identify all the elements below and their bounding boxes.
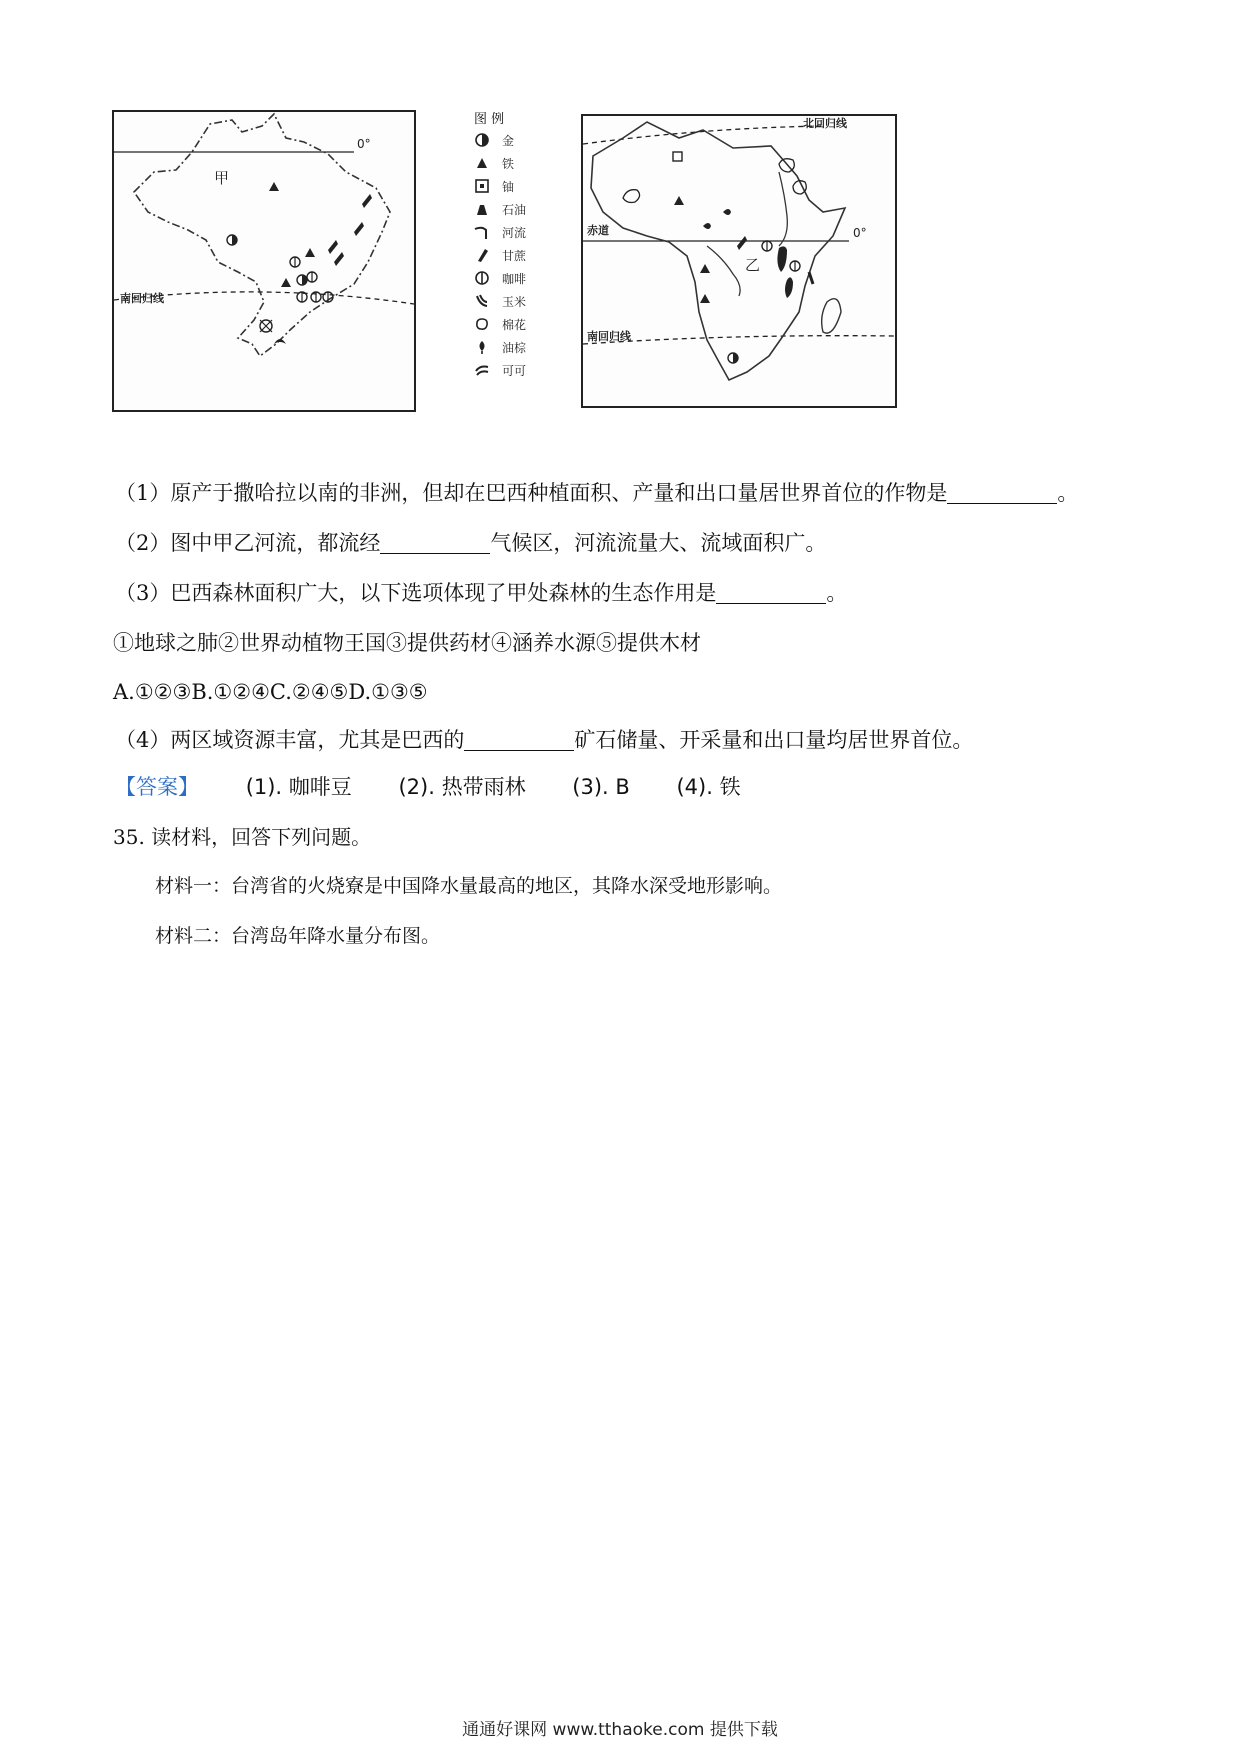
question-1-end: 。	[1057, 481, 1079, 505]
legend-title: 图 例	[474, 112, 505, 127]
question-2-text: （2）图中甲乙河流，都流经	[115, 531, 381, 555]
legend-label-oil-palm: 油棕	[502, 340, 527, 355]
question-1-text: （1）原产于撒哈拉以南的非洲，但却在巴西种植面积、产量和出口量居世界首位的作物是	[115, 481, 948, 505]
answer-row	[115, 772, 741, 802]
question-3-blank	[716, 581, 826, 604]
question-1	[115, 478, 1078, 508]
answer-item-1: (1). 咖啡豆	[245, 775, 352, 799]
cocoa-icon	[474, 362, 490, 378]
legend-item-iron	[474, 152, 514, 174]
material-1: 材料一：台湾省的火烧寮是中国降水量最高的地区，其降水深受地形影响。	[155, 875, 783, 897]
legend-label-coffee: 咖啡	[502, 271, 527, 286]
question-3-options: A.①②③B.①②④C.②④⑤D.①③⑤	[113, 680, 428, 704]
question-1-blank	[947, 481, 1057, 504]
question-4-text: （4）两区域资源丰富，尤其是巴西的	[115, 728, 465, 752]
material-2: 材料二：台湾岛年降水量分布图。	[155, 925, 441, 947]
question-2-blank	[380, 531, 490, 554]
legend-label-sugarcane: 甘蔗	[502, 248, 527, 263]
question-35-title: 35. 读材料，回答下列问题。	[113, 825, 372, 849]
legend-item-sugarcane	[474, 244, 526, 266]
question-4-blank	[464, 728, 574, 751]
question-2-end: 气候区，河流流量大、流域面积广。	[490, 531, 827, 555]
uranium-icon	[474, 178, 490, 194]
legend-item-coffee	[474, 267, 526, 289]
legend-label-cotton: 棉花	[502, 317, 527, 332]
equator-degree-label: 0°	[853, 226, 867, 240]
brazil-map-drawing	[114, 112, 414, 410]
legend-item-cotton	[474, 313, 526, 335]
river-icon	[474, 224, 490, 240]
question-3	[115, 578, 847, 608]
tropic-cancer-label: 北回归线	[803, 117, 847, 130]
yi-label: 乙	[745, 256, 761, 274]
legend-label-uranium: 铀	[502, 179, 515, 194]
map-figure	[112, 108, 912, 408]
question-4-end: 矿石储量、开采量和出口量均居世界首位。	[574, 728, 974, 752]
equator-text-label: 赤道	[587, 224, 609, 237]
answer-item-2: (2). 热带雨林	[398, 775, 526, 799]
tropic-label: 南回归线	[120, 292, 164, 305]
brazil-map	[112, 110, 416, 412]
legend-label-cocoa: 可可	[502, 363, 527, 378]
gold-icon	[474, 132, 490, 148]
africa-map	[581, 114, 897, 408]
legend-label-gold: 金	[502, 133, 515, 148]
legend-item-oil-palm	[474, 336, 526, 358]
tropic-capricorn-label: 南回归线	[587, 330, 631, 343]
corn-icon	[474, 293, 490, 309]
legend-item-cocoa	[474, 359, 526, 381]
answer-item-3: (3). B	[572, 775, 630, 799]
africa-map-drawing	[583, 116, 895, 406]
legend-label-oil: 石油	[502, 202, 527, 217]
cotton-icon	[474, 316, 490, 332]
question-2	[115, 528, 826, 558]
map-legend	[474, 108, 554, 408]
legend-label-iron: 铁	[502, 156, 515, 171]
iron-icon	[474, 155, 490, 171]
legend-item-corn	[474, 290, 526, 312]
equator-label: 0°	[357, 137, 371, 151]
legend-item-river	[474, 221, 526, 243]
legend-item-oil	[474, 198, 526, 220]
question-3-statements: ①地球之肺②世界动植物王国③提供药材④涵养水源⑤提供木材	[113, 631, 701, 655]
page-footer: 通通好课网 www.tthaoke.com 提供下载	[462, 1720, 778, 1740]
answer-item-4: (4). 铁	[676, 775, 741, 799]
jia-label: 甲	[214, 169, 230, 187]
coffee-icon	[474, 270, 490, 286]
oil-icon	[474, 201, 490, 217]
legend-label-corn: 玉米	[502, 294, 527, 309]
answer-tag: 【答案】	[115, 775, 199, 799]
legend-label-river: 河流	[502, 225, 527, 240]
legend-item-gold	[474, 129, 514, 151]
sugarcane-icon	[474, 247, 490, 263]
question-4	[115, 725, 973, 755]
legend-item-uranium	[474, 175, 514, 197]
question-3-end: 。	[826, 581, 848, 605]
question-3-text: （3）巴西森林面积广大，以下选项体现了甲处森林的生态作用是	[115, 581, 717, 605]
oil-palm-icon	[474, 339, 490, 355]
